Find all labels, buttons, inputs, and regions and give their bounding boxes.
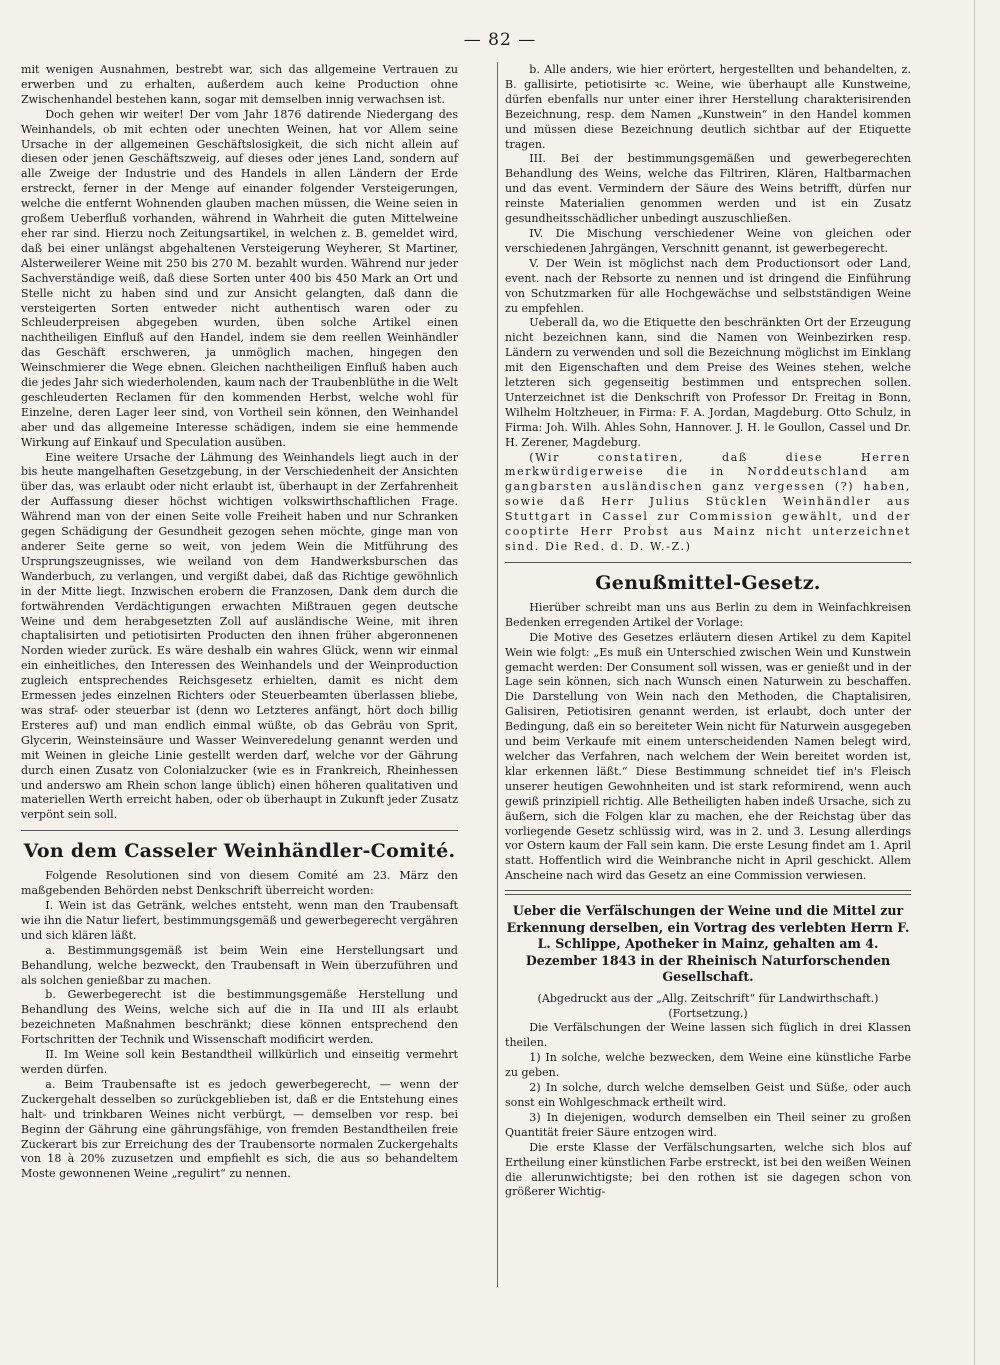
paragraph: Ueberall da, wo die Etiquette den beschränkten Ort der Erzeugung nicht bezeichnen kann, sind die Namen von Weinbezirken resp. Ländern zu verwenden und soll die Bezeichnung möglichst im Einklang mit den Eigenschaften und dem Preise des Weines stehen, welche letzteren sich gegenseitig bestimmen und entsprechen sollen. Unterzeichnet ist die Denkschrift von Professor Dr. Freitag in Bonn, Wilhelm Holtzheuer, in Firma: F. A. Jordan, Magdeburg. Otto Schulz, in Firma: Joh. Wilh. Ahles Sohn, Hannover. J. H. le Goullon, Cassel und Dr. H. Zerener, Magdeburg. [505,316,911,449]
paragraph: Folgende Resolutionen sind von diesem Comité am 23. März den maßgebenden Behörden nebst Denkschrift überreicht worden: [21,869,458,898]
page-edge-line [974,0,975,1365]
section-heading-genussmittel-gesetz: Genußmittel-Gesetz. [595,571,821,594]
source-note: (Abgedruckt aus der „Allg. Zeitschrift“ für Landwirthschaft.) [537,991,879,1005]
column-divider [497,62,498,1287]
paragraph: Die erste Klasse der Verfälschungsarten, welche sich blos auf Ertheilung einer künstlichen Farbe erstreckt, ist bei den weißen Weinen die allerunwichtigste; bei den rothen ist sie dagegen schon von größerer Wichtig- [505,1140,911,1199]
paragraph: b. Gewerbegerecht ist die bestimmungsgemäße Herstellung und Behandlung des Weins, welche sich auf die in IIa und III als erlaubt bezeichneten Maßnahmen beschränkt; diese können entsprechend den Fortschritten der Technik und Wissenschaft modificirt werden. [21,988,458,1047]
page-number: — 82 — [463,30,537,50]
list-item: 1) In solche, welche bezwecken, dem Weine eine künstliche Farbe zu geben. [505,1051,911,1080]
paragraph: IV. Die Mischung verschiedener Weine von gleichen oder verschiedenen Jahrgängen, Verschnitt genannt, ist gewerbegerecht. [505,226,911,255]
list-item: 2) In solche, durch welche demselben Geist und Süße, oder auch sonst ein Wohlgeschmack ertheilt wird. [505,1081,911,1109]
paragraph: I. Wein ist das Getränk, welches entsteht, wenn man den Traubensaft wie ihn die Natur liefert, bestimmungsgemäß und gewerbegerecht vergähren und sich klären läßt. [21,899,459,942]
left-column [21,63,458,1182]
paragraph: a. Beim Traubensafte ist es jedoch gewerbegerecht, — wenn der Zuckergehalt desselben so zurückgeblieben ist, daß er die Entstehung eines halt- und trinkbaren Weines nicht verbürgt, — demselben vor resp. bei Beginn der Gährung eine gährungsfähige, von fremden Bestandtheilen freie Zuckerart bis zur Erreichung des der Traubensorte normalen Zuckergehalts von 18 à 20% zuzusetzen und empfiehlt es sich, die aus so behandeltem Moste gewonnenen Weine „regulirt“ zu nennen. [21,1077,458,1181]
list-item: 3) In diejenigen, wodurch demselben ein Theil seiner zu großen Quantität freier Säure entzogen wird. [505,1110,911,1139]
editorial-note: (Wir constatiren, daß diese Herren merkwürdigerweise die in Norddeutschland am gangbarsten ausländischen ganz vergessen (?) haben, sowie daß Herr Julius Stücklen Weinhändler aus Stuttgart in Cassel zur Commission gewählt, und der cooptirte Herr Probst aus Mainz nicht unterzeichnet sind. Die Red. d. D. W.-Z.) [505,450,911,553]
section-divider [505,562,911,563]
paragraph: Eine weitere Ursache der Lähmung des Weinhandels liegt auch in der bis heute mangelhaften Gesetzgebung, in der Verschiedenheit der Ansichten über das, was erlaubt oder nicht erlaubt ist, überhaupt in der Zerfahrenheit der Auffassung dieser höchst wichtigen volkswirthschaftlichen Frage. Während man von der einen Seite volle Freiheit haben und nur Schranken gegen Schädigung der Gesundheit gezogen sehen möchte, ginge man von anderer Seite gerne so weit, von jedem Wein die Mitführung des Ursprungszeugnisses, wie weiland von dem Handwerksburschen das Wanderbuch, zu verlangen, und vergißt dabei, daß das Richtige gewöhnlich in der Mitte liegt. Inzwischen erobern die Franzosen, Dank dem durch die fortwährenden Verdächtigungen erwachten Mißtrauen gegen deutsche Weine und dem herabgesetzten Zoll auf ausländische Weine, mit ihren chaptalisirten und petiotisirten Producten den ihnen früher abgeronnenen Norden wieder zurück. Es wäre deshalb ein wahres Glück, wenn wir einmal ein einheitliches, den Interessen des Weinhandels und der Weinproduction zugleich entsprechendes Reichsgesetz erhielten, damit es nicht dem Ermessen jedes einzelnen Richters oder Steuerbeamten überlassen bliebe, was straf- oder steuerbar ist (denn wo Letzteres anfängt, hört doch billig Ersteres auf) und man endlich einmal wüßte, ob das Gebräu von Sprit, Glycerin, Weinsteinsäure und Wasser Weinveredelung genannt werden und mit Weinen in gleiche Linie gestellt werden darf, welche vor der Gährung durch einen Zusatz von Colonialzucker (wie es in Frankreich, Rheinhessen und anderswo am Rhein schon lange üblich) einen höheren qualitativen und materiellen Werth erreicht haben, oder ob überhaupt in Zukunft jeder Zusatz verpönt sein soll. [21,450,458,822]
section-heading-casseler-comite: Von dem Casseler Weinhändler-Comité. [23,840,456,863]
paragraph: II. Im Weine soll kein Bestandtheil willkürlich und einseitig vermehrt werden dürfen. [21,1048,458,1076]
paragraph: Doch gehen wir weiter! Der vom Jahr 1876 datirende Niedergang des Weinhandels, ob mit echten oder unechten Weinen, hat vor Allem seine Ursache in der allgemeinen Geschäftslosigkeit, die sich nicht allein auf diesen oder jenen Geschäftszweig, auf dieses oder jenes Land, sondern auf alle Zweige der Industrie und des Handels in allen Ländern der Erde erstreckt, ferner in der Menge auf einander folgender Versteigerungen, welche die entfernt Wohnenden glauben machen müssen, die Weine seien in großem Ueberfluß vorhanden, während in Wahrheit die guten Mittelweine eher rar sind. Hierzu noch Zeitungsartikel, in welchen z. B. gemeldet wird, daß bei einer unlängst abgehaltenen Versteigerung Weyherer, St Martiner, Alsterweilerer Weine mit 250 bis 270 M. bezahlt wurden. Während nur jeder Sachverständige weiß, daß diese Sorten unter 400 bis 450 Mark an Ort und Stelle nicht zu haben sind und zur Ansicht gelangten, daß dann die versteigerten Sorten entweder nicht authentisch waren oder zu Schleuderpreisen abgegeben wurden, üben solche Artikel einen nachtheiligen Einfluß auf den Handel, indem sie dem reellen Weinhändler das Geschäft erschweren, ja unmöglich machen, hingegen den Weinschmierer die Wege ebnen. Gleichen nachtheiligen Einfluß haben auch die jedes Jahr sich wiederholenden, kaum nach der Traubenblüthe in die Welt geschleuderten Reclamen für den kommenden Herbst, welche wohl für Einzelne, deren Lager leer sind, von Vortheil sein können, den Weinhandel aber und das allgemeine Interesse schädigen, indem sie eine hemmende Wirkung auf Einkauf und Speculation ausüben. [21,107,458,449]
section-heading-verfaelschungen: Ueber die Verfälschungen der Weine und die Mittel zur Erkennung derselben, ein Vortrag des verlebten Herrn F. L. Schlippe, Apotheker in Mainz, gehalten am 4. Dezember 1843 in der Rheinisch Naturforschenden Gesellschaft. [506,903,910,985]
paragraph: III. Bei der bestimmungsgemäßen und gewerbegerechten Behandlung des Weins, welche das Filtriren, Klären, Haltbarmachen und das event. Vermindern der Säure des Weins betrifft, dürfen nur reinste Materialien genommen werden und ist ein Zusatz gesundheitsschädlicher unbedingt auszuschließen. [505,152,911,226]
right-column [505,63,911,1200]
continuation-note: (Fortsetzung.) [668,1006,748,1020]
section-divider [505,890,911,895]
paragraph: b. Alle anders, wie hier erörtert, hergestellten und behandelten, z. B. gallisirte, petiotisirte ꝛc. Weine, wie überhaupt alle Kunstweine, dürfen ebenfalls nur unter einer ihrer Herstellung charakterisirenden Bezeichnung, resp. dem Namen „Kunstwein“ in den Handel kommen und müssen diese Bezeichnung deutlich sichtbar auf der Etiquette tragen. [505,63,911,151]
paragraph: Hierüber schreibt man uns aus Berlin zu dem in Weinfachkreisen Bedenken erregenden Artikel der Vorlage: [505,600,911,629]
paragraph: mit wenigen Ausnahmen, bestrebt war, sich das allgemeine Vertrauen zu erwerben und zu erhalten, außerdem auch keine Production ohne Zwischenhandel bestehen kann, sogar mit demselben innig verwachsen ist. [21,63,458,106]
paragraph: a. Bestimmungsgemäß ist beim Wein eine Herstellungsart und Behandlung, welche bezweckt, den Traubensaft in Wein überzuführen und als solchen genießbar zu machen. [21,943,458,987]
paragraph: Die Verfälschungen der Weine lassen sich füglich in drei Klassen theilen. [505,1021,911,1050]
section-divider [21,830,458,831]
paragraph: V. Der Wein ist möglichst nach dem Productionsort oder Land, event. nach der Rebsorte zu nennen und ist dringend die Einführung von Schutzmarken für alle Hochgewächse und selbstständigen Weine zu empfehlen. [505,256,911,315]
paragraph: Die Motive des Gesetzes erläutern diesen Artikel zu dem Kapitel Wein wie folgt: „Es muß ein Unterschied zwischen Wein und Kunstwein gemacht werden: Der Consument soll wissen, was er genießt und in der Lage sein können, sich nach Wunsch einen Naturwein zu beschaffen. Die Darstellung von Wein nach den Methoden, die Chaptalisiren, Galisiren, Petiotisiren genannt werden, ist erlaubt, doch unter der Bedingung, daß ein so bereiteter Wein nicht für Naturwein ausgegeben und beim Verkaufe mit einem unterscheidenden Namen belegt wird, welcher das Verfahren, nach welchem der Wein bereitet worden ist, klar erkennen läßt.“ Diese Bestimmung schneidet tief in's Fleisch unserer heutigen Gewohnheiten und ist stark reformirend, wenn auch gewiß prinzipiell richtig. Alle Betheiligten haben indeß Ursache, sich zu äußern, sich die Folgen klar zu machen, ehe der Reichstag über das vorliegende Gesetz schlüssig wird, was in 2. und 3. Lesung allerdings vor Ostern kaum der Fall sein kann. Die erste Lesung findet am 1. April statt. Hoffentlich wird die Weinbranche nicht in April geschickt. Allem Anscheine nach wird das Gesetz an eine Commission verwiesen. [505,630,911,883]
